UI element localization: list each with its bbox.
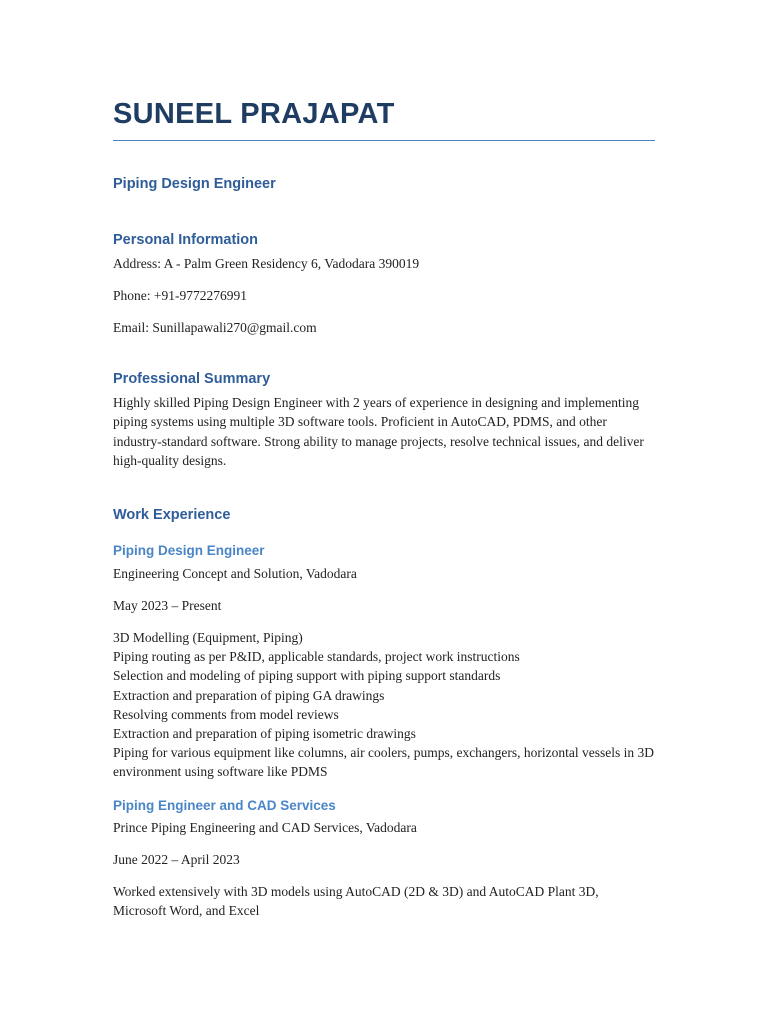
email-line: Email: Sunillapawali270@gmail.com [113,320,317,335]
personal-info-heading: Personal Information [113,232,259,248]
duty-item: Extraction and preparation of piping isometric drawings [113,726,416,742]
phone-line: Phone: +91-9772276991 [113,288,247,303]
duty-item: 3D Modelling (Equipment, Piping) [113,630,303,646]
job-subtitle: Piping Design Engineer [113,176,276,192]
job-dates-2: June 2022 – April 2023 [113,851,240,867]
address-line: Address: A - Palm Green Residency 6, Vadodara 390019 [113,256,420,271]
duty-item: Resolving comments from model reviews [113,706,339,722]
job-company-1: Engineering Concept and Solution, Vadodara [113,566,357,582]
job-dates-1: May 2023 – Present [113,598,222,614]
work-experience-heading: Work Experience [113,507,231,524]
duty-item: Piping routing as per P&ID, applicable standards, project work instructions [113,649,520,665]
professional-summary-heading: Professional Summary [113,371,271,388]
summary-text: Highly skilled Piping Design Engineer with 2 years of experience in designing and implementing piping systems using multiple 3D software tools. Proficient in AutoCAD, PDMS, and other industry-standard software. Strong ability to manage projects, resolve technical issues, and deliver high-quality designs. [113,395,644,468]
resume-content [113,94,655,920]
job-duties-1 [113,628,655,782]
duty-item: Selection and modeling of piping support with piping support standards [113,668,501,684]
candidate-name: SUNEEL PRAJAPAT [113,98,395,130]
job-title-1: Piping Design Engineer [113,543,265,559]
job-title-2: Piping Engineer and CAD Services [113,797,336,813]
header-divider [113,140,655,141]
duty-item: Piping for various equipment like columns, air coolers, pumps, exchangers, horizontal vessels in 3D environment using software like PDMS [113,745,655,780]
duty-item: Extraction and preparation of piping GA drawings [113,687,385,703]
job-description-2: Worked extensively with 3D models using AutoCAD (2D & 3D) and AutoCAD Plant 3D, Microsoft Word, and Excel [113,883,599,918]
job-company-2: Prince Piping Engineering and CAD Services, Vadodara [113,819,417,835]
